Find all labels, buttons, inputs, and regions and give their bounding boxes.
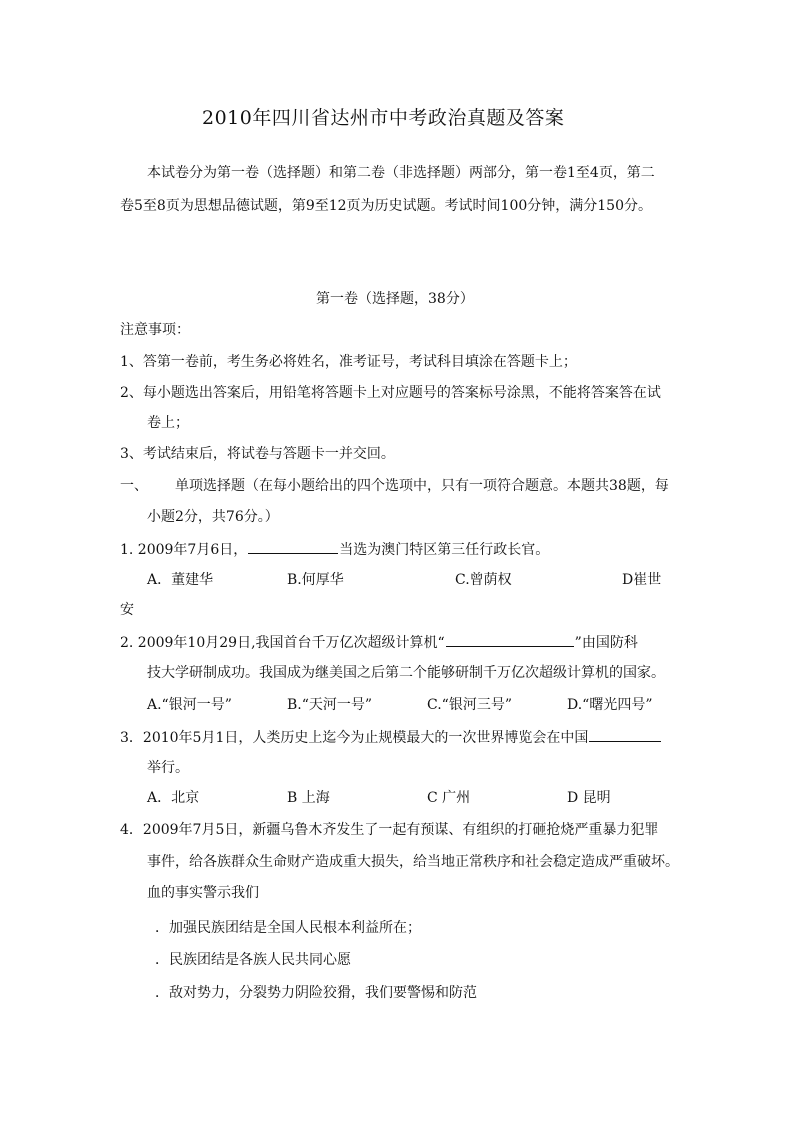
- question-1-stem: [120, 539, 549, 560]
- question-4-stem-cont: 事件，给各族群众生命财产造成重大损失，给当地正常秩序和社会稳定造成严重破坏。: [147, 854, 679, 870]
- note-item: 3、考试结束后，将试卷与答题卡一并交回。: [120, 446, 395, 462]
- question-2-stem-cont: 技大学研制成功。我国成为继美国之后第二个能够研制千万亿次超级计算机的国家。: [147, 665, 665, 681]
- question-4-item: ．加强民族团结是全国人民根本利益所在；: [155, 920, 421, 936]
- answer-blank: [589, 727, 661, 742]
- answer-blank: [248, 539, 338, 554]
- question-1-option-b: B.何厚华: [287, 572, 344, 588]
- intro-line-2: 卷5至8页为思想品德试题，第9至12页为历史试题。考试时间100分钟，满分150分。: [120, 198, 652, 214]
- page-title: 2010年四川省达州市中考政治真题及答案: [202, 107, 565, 129]
- question-3-text: 3．2010年5月1日，人类历史上迄今为止规模最大的一次世界博览会在中国: [120, 730, 589, 746]
- question-2-option-c: C.“银河三号”: [427, 697, 512, 713]
- question-3-option-b: B 上海: [287, 790, 330, 806]
- note-item: 卷上；: [147, 415, 189, 431]
- notes-heading: 注意事项：: [120, 322, 190, 338]
- intro-line-1: 本试卷分为第一卷（选择题）和第二卷（非选择题）两部分，第一卷1至4页，第二: [147, 165, 655, 181]
- note-item: 1、答第一卷前，考生务必将姓名，准考证号，考试科目填涂在答题卡上；: [120, 354, 577, 370]
- question-2-stem: [120, 632, 638, 653]
- question-2-option-a: A.“银河一号”: [147, 697, 232, 713]
- answer-blank: [446, 632, 574, 647]
- question-1-text: 1. 2009年7月6日，: [120, 542, 248, 558]
- question-3-option-d: D 昆明: [567, 790, 611, 806]
- question-1-text-cont: 当选为澳门特区第三任行政长官。: [339, 542, 550, 558]
- question-4-item: ．敌对势力，分裂势力阴险狡猾，我们要警惕和防范: [155, 985, 477, 1001]
- question-4-item: ．民族团结是各族人民共同心愿: [155, 952, 351, 968]
- question-1-option-d: D崔世: [622, 572, 662, 588]
- question-3-stem: [120, 727, 662, 748]
- question-1-option-c: C.曾荫权: [455, 572, 512, 588]
- question-3-stem-cont: 举行。: [147, 760, 189, 776]
- question-2-option-d: D.“曙光四号”: [567, 697, 653, 713]
- note-item: 2、每小题选出答案后，用铅笔将答题卡上对应题号的答案标号涂黑，不能将答案答在试: [120, 385, 661, 401]
- part-one-instructions-cont: 小题2分，共76分。）: [147, 509, 279, 525]
- question-2-text: 2. 2009年10月29日,我国首台千万亿次超级计算机“: [120, 635, 445, 651]
- question-4-stem-cont: 血的事实警示我们: [147, 885, 259, 901]
- part-one-instructions: 单项选择题（在每小题给出的四个选项中，只有一项符合题意。本题共38题，每: [175, 478, 669, 494]
- part-one-label: 一、: [120, 478, 148, 494]
- question-4-stem: 4．2009年7月5日，新疆乌鲁木齐发生了一起有预谋、有组织的打砸抢烧严重暴力犯罪: [120, 822, 659, 838]
- question-3-option-a: A．北京: [147, 790, 200, 806]
- section-heading: 第一卷（选择题，38分）: [316, 291, 474, 307]
- question-1-option-d-wrap: 安: [120, 602, 134, 618]
- question-3-option-c: C 广州: [427, 790, 471, 806]
- question-2-text-cont: ”由国防科: [574, 635, 638, 651]
- question-2-option-b: B.“天河一号”: [287, 697, 373, 713]
- question-1-option-a: A．董建华: [147, 572, 214, 588]
